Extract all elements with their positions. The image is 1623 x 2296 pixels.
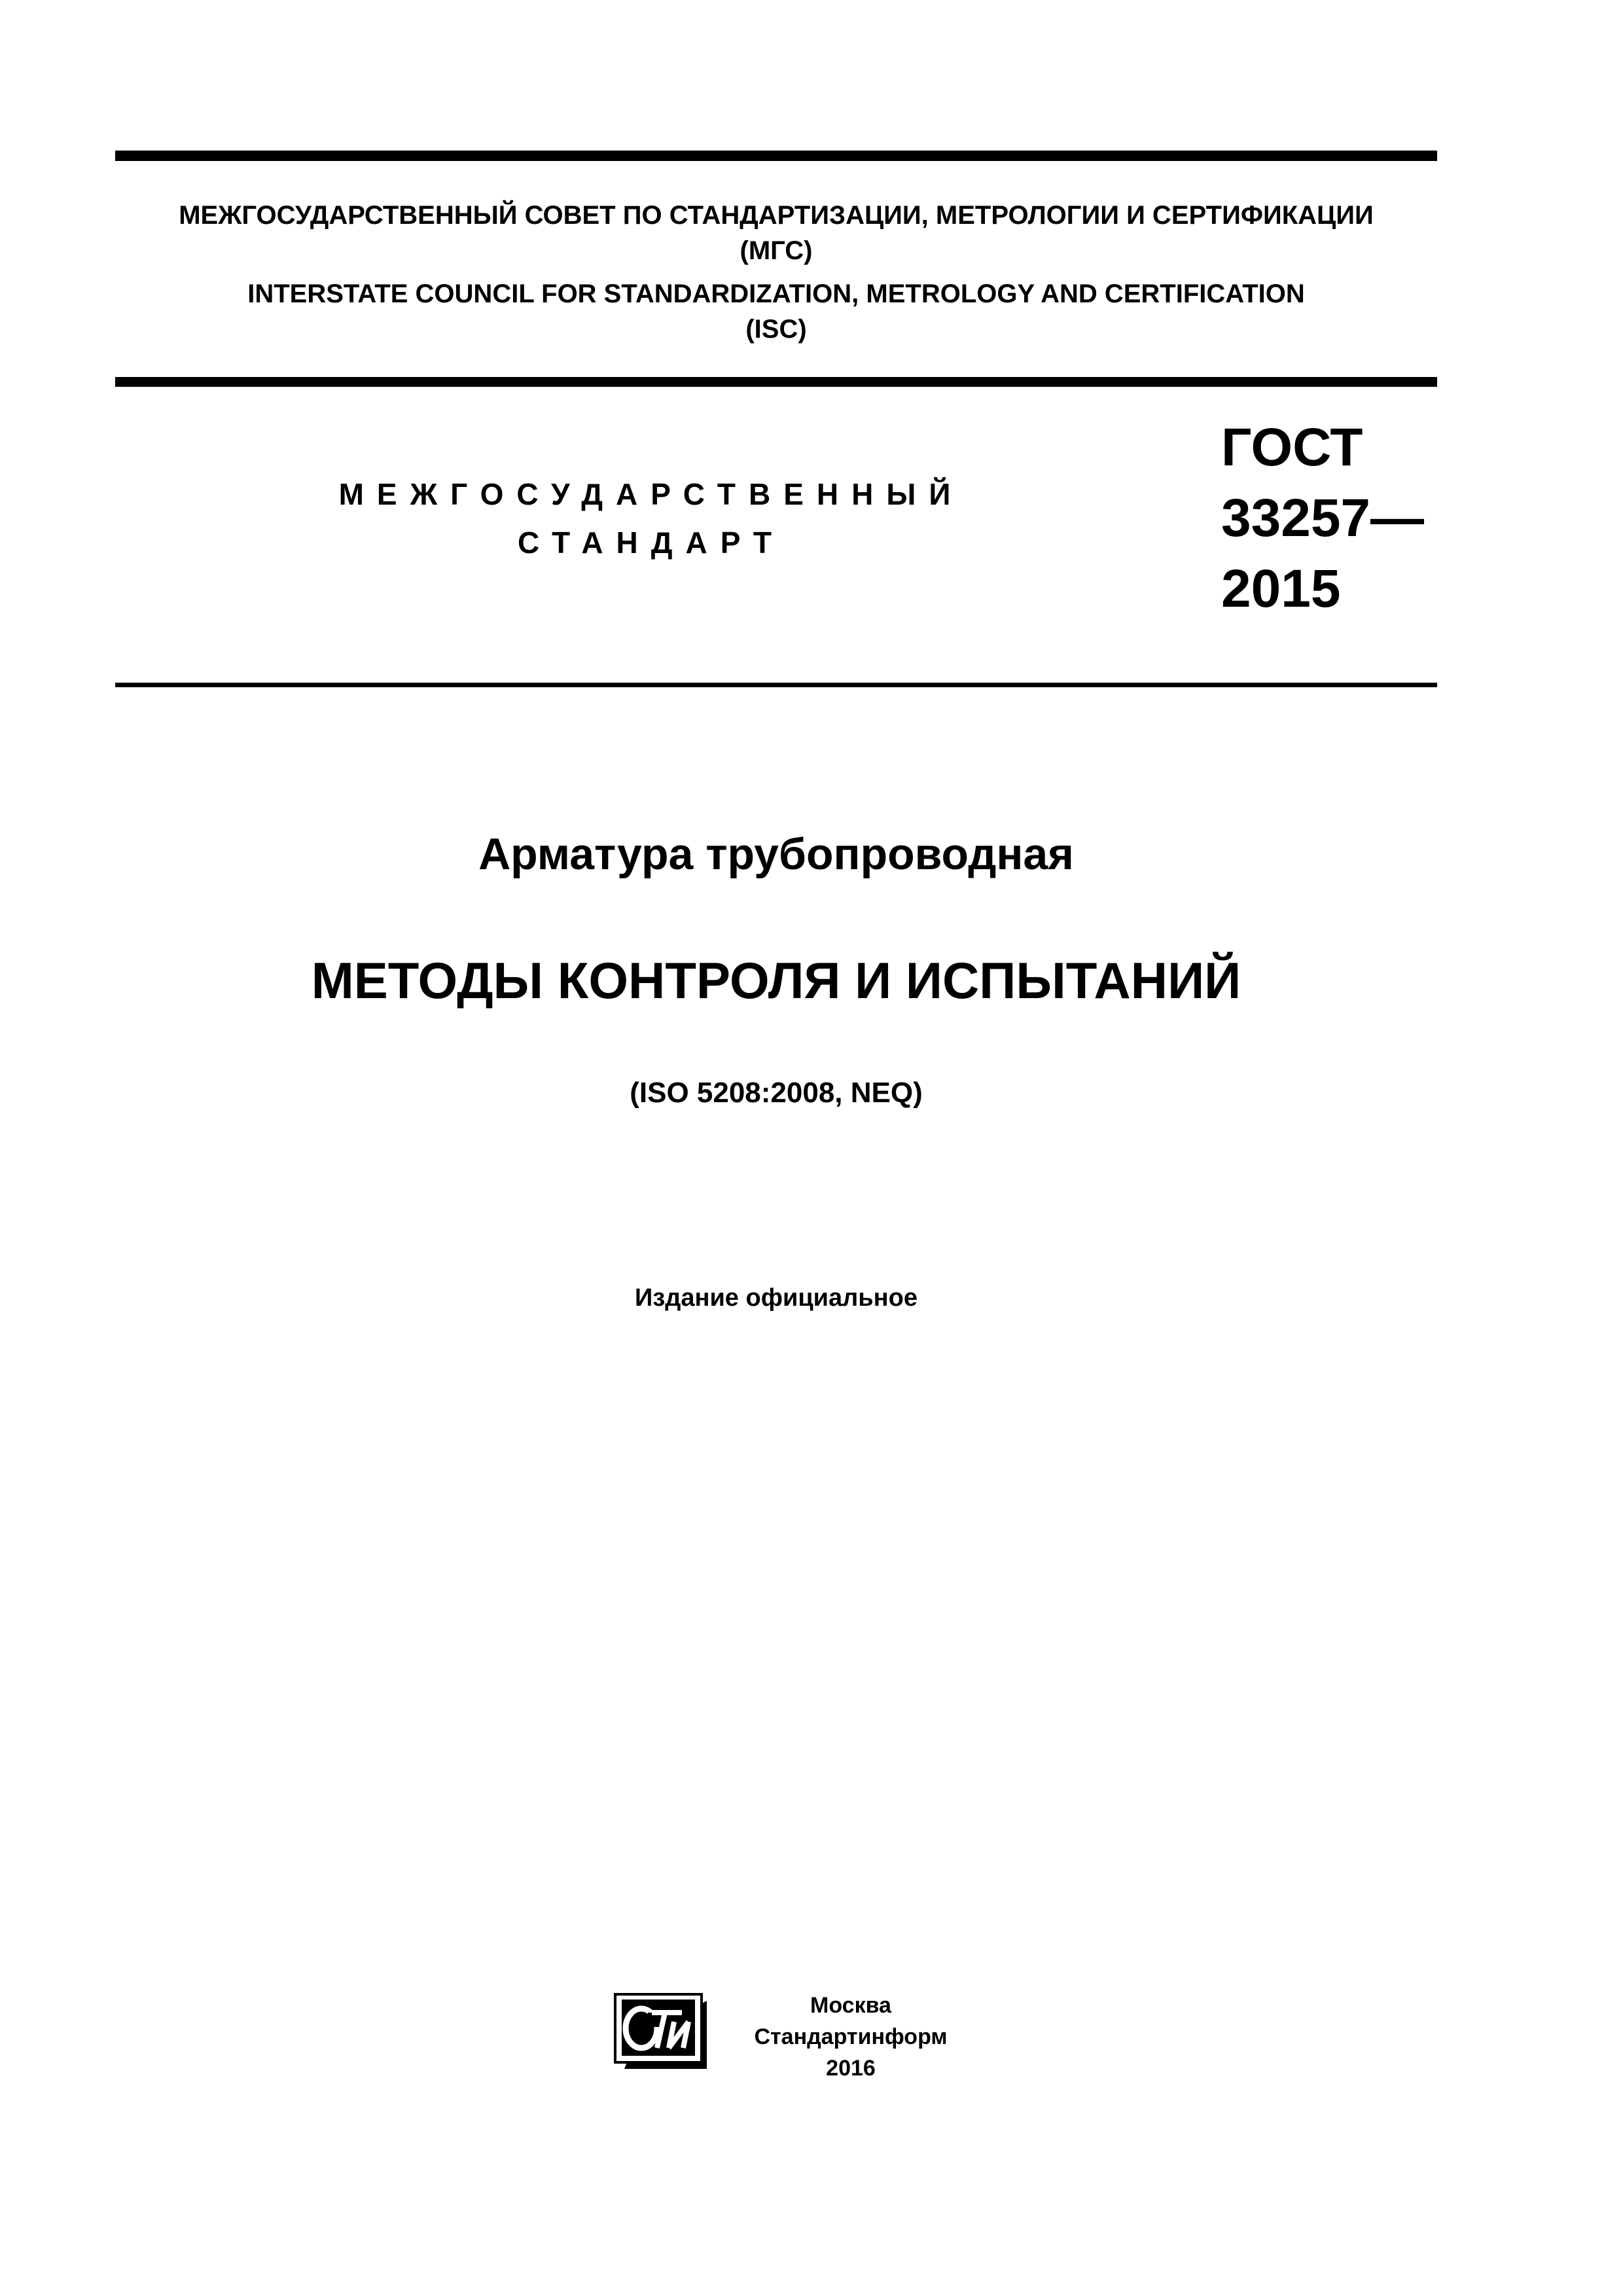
publisher-name: Стандартинформ — [754, 2024, 948, 2049]
standard-label-line1: МЕЖГОСУДАРСТВЕННЫЙ — [338, 477, 964, 511]
council-name-en-line: INTERSTATE COUNCIL FOR STANDARDIZATION, METROLOGY AND CERTIFICATION — [247, 279, 1305, 308]
document-title-main: МЕТОДЫ КОНТРОЛЯ И ИСПЫТАНИЙ — [311, 952, 1241, 1009]
council-abbr-en: (ISC) — [745, 315, 807, 344]
designation-number: 33257— — [1221, 488, 1425, 548]
publication-year: 2016 — [826, 2056, 876, 2081]
council-name-ru — [115, 198, 1437, 268]
designation-year: 2015 — [1221, 559, 1341, 619]
standard-label-line2: СТАНДАРТ — [518, 526, 785, 560]
standartinform-logo-icon — [614, 1993, 708, 2070]
standard-designation — [1221, 412, 1431, 624]
council-abbr-ru: (МГС) — [740, 236, 813, 265]
top-rule — [115, 151, 1437, 161]
publisher-city: Москва — [810, 1993, 891, 2018]
council-name-en — [115, 276, 1437, 347]
designation-prefix: ГОСТ — [1221, 418, 1363, 477]
publisher-block — [713, 1990, 988, 2084]
edition-note: Издание официальное — [635, 1284, 918, 1312]
council-name-ru-line: МЕЖГОСУДАРСТВЕННЫЙ СОВЕТ ПО СТАНДАРТИЗАЦИИ, МЕТРОЛОГИИ И СЕРТИФИКАЦИИ — [179, 201, 1374, 230]
document-iso-reference: (ISO 5208:2008, NEQ) — [630, 1077, 923, 1109]
bottom-rule — [115, 683, 1437, 687]
document-title-group: Арматура трубопроводная — [478, 829, 1074, 879]
middle-rule — [115, 377, 1437, 387]
